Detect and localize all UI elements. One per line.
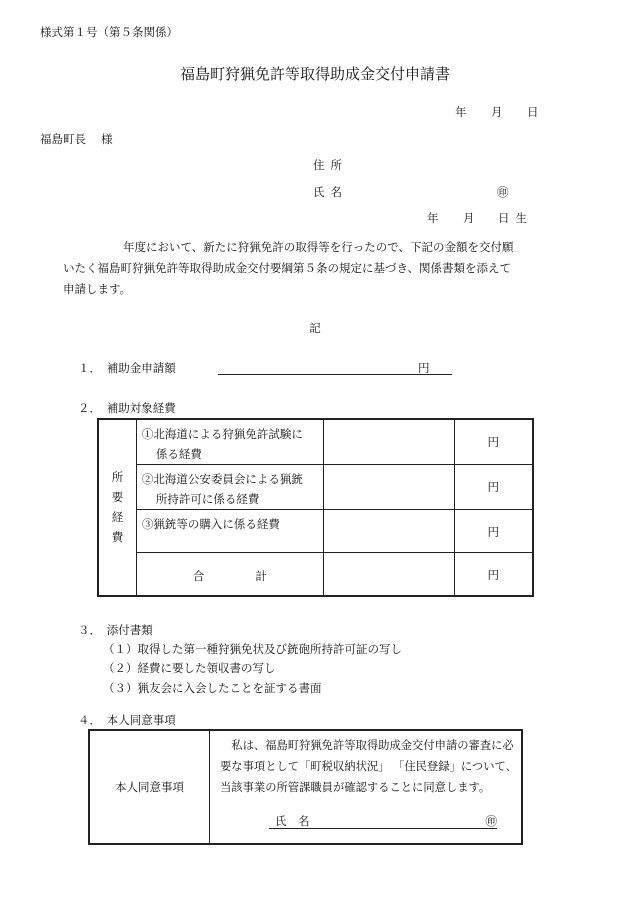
consent-signature-field[interactable]	[269, 813, 497, 829]
statement-line-2: いたく福島町狩猟免許等取得助成金交付要綱第５条の規定に基づき、関係書類を添えて	[63, 261, 512, 275]
seal-mark: ㊞	[497, 185, 509, 199]
cost-row	[98, 465, 533, 510]
consent-table	[88, 729, 523, 845]
cost-item: ③猟銃等の購入に係る経費	[136, 510, 323, 553]
date-month: 月	[491, 105, 503, 119]
statement-line-3: 申請します。	[63, 282, 132, 296]
cost-amount-field[interactable]	[323, 465, 454, 510]
addressee: 福島町長 様	[40, 132, 113, 146]
total-label: 合 計	[136, 553, 323, 596]
section-1-label: １． 補助金申請額	[78, 361, 176, 375]
section-4-label: ４． 本人同意事項	[78, 713, 176, 727]
cost-row	[98, 419, 533, 465]
cost-item: ②北海道公安委員会による猟銃 所持許可に係る経費	[136, 465, 323, 510]
attachment-item: （２）経費に要した領収書の写し	[103, 661, 276, 675]
form-number: 様式第１号（第５条関係）	[40, 25, 178, 39]
date-day: 日	[527, 105, 539, 119]
consent-seal-mark: ㊞	[485, 814, 497, 828]
statement-line-1: 年度において、新たに狩猟免許の取得等を行ったので、下記の金額を交付願	[123, 240, 514, 254]
consent-text: 私は、福島町狩猟免許等取得助成金交付申請の審査に必 要な事項として「町税収納状況」 「住民登録」について、 当該事業の所管課職員が確認することに同意します。	[220, 739, 517, 794]
cost-unit: 円	[455, 419, 533, 465]
date-year: 年	[455, 105, 467, 119]
birth-year: 年	[427, 211, 439, 225]
cost-item: ①北海道による狩猟免許試験に 係る経費	[136, 419, 323, 465]
birth-month: 月	[463, 211, 475, 225]
cost-unit: 円	[455, 465, 533, 510]
total-row	[98, 553, 533, 596]
attachment-item: （３）猟友会に入会したことを証する書面	[103, 681, 322, 695]
cost-table	[97, 418, 534, 597]
ki-heading: 記	[309, 321, 321, 335]
document-title: 福島町狩猟免許等取得助成金交付申請書	[179, 65, 450, 83]
section-2-label: ２． 補助対象経費	[78, 401, 176, 415]
attachment-item: （１）取得した第一種狩猟免状及び銃砲所持許可証の写し	[103, 642, 402, 656]
cost-row	[98, 510, 533, 553]
amount-field[interactable]	[218, 374, 452, 375]
cost-vertical-label: 所 要 経 費	[98, 419, 136, 596]
application-statement	[63, 237, 543, 300]
amount-unit: 円	[418, 361, 430, 375]
cost-amount-field[interactable]	[323, 510, 454, 553]
address-label: 住所	[313, 158, 348, 172]
cost-unit: 円	[455, 510, 533, 553]
consent-name-label: 氏 名	[275, 814, 310, 828]
consent-body	[210, 730, 523, 844]
section-3-label: ３． 添付書類	[78, 623, 153, 637]
total-unit: 円	[455, 553, 533, 596]
consent-label: 本人同意事項	[89, 730, 210, 844]
cost-amount-field[interactable]	[323, 419, 454, 465]
name-label: 氏名	[313, 185, 348, 199]
birth-day: 日生	[498, 211, 533, 225]
total-amount-field[interactable]	[323, 553, 454, 596]
